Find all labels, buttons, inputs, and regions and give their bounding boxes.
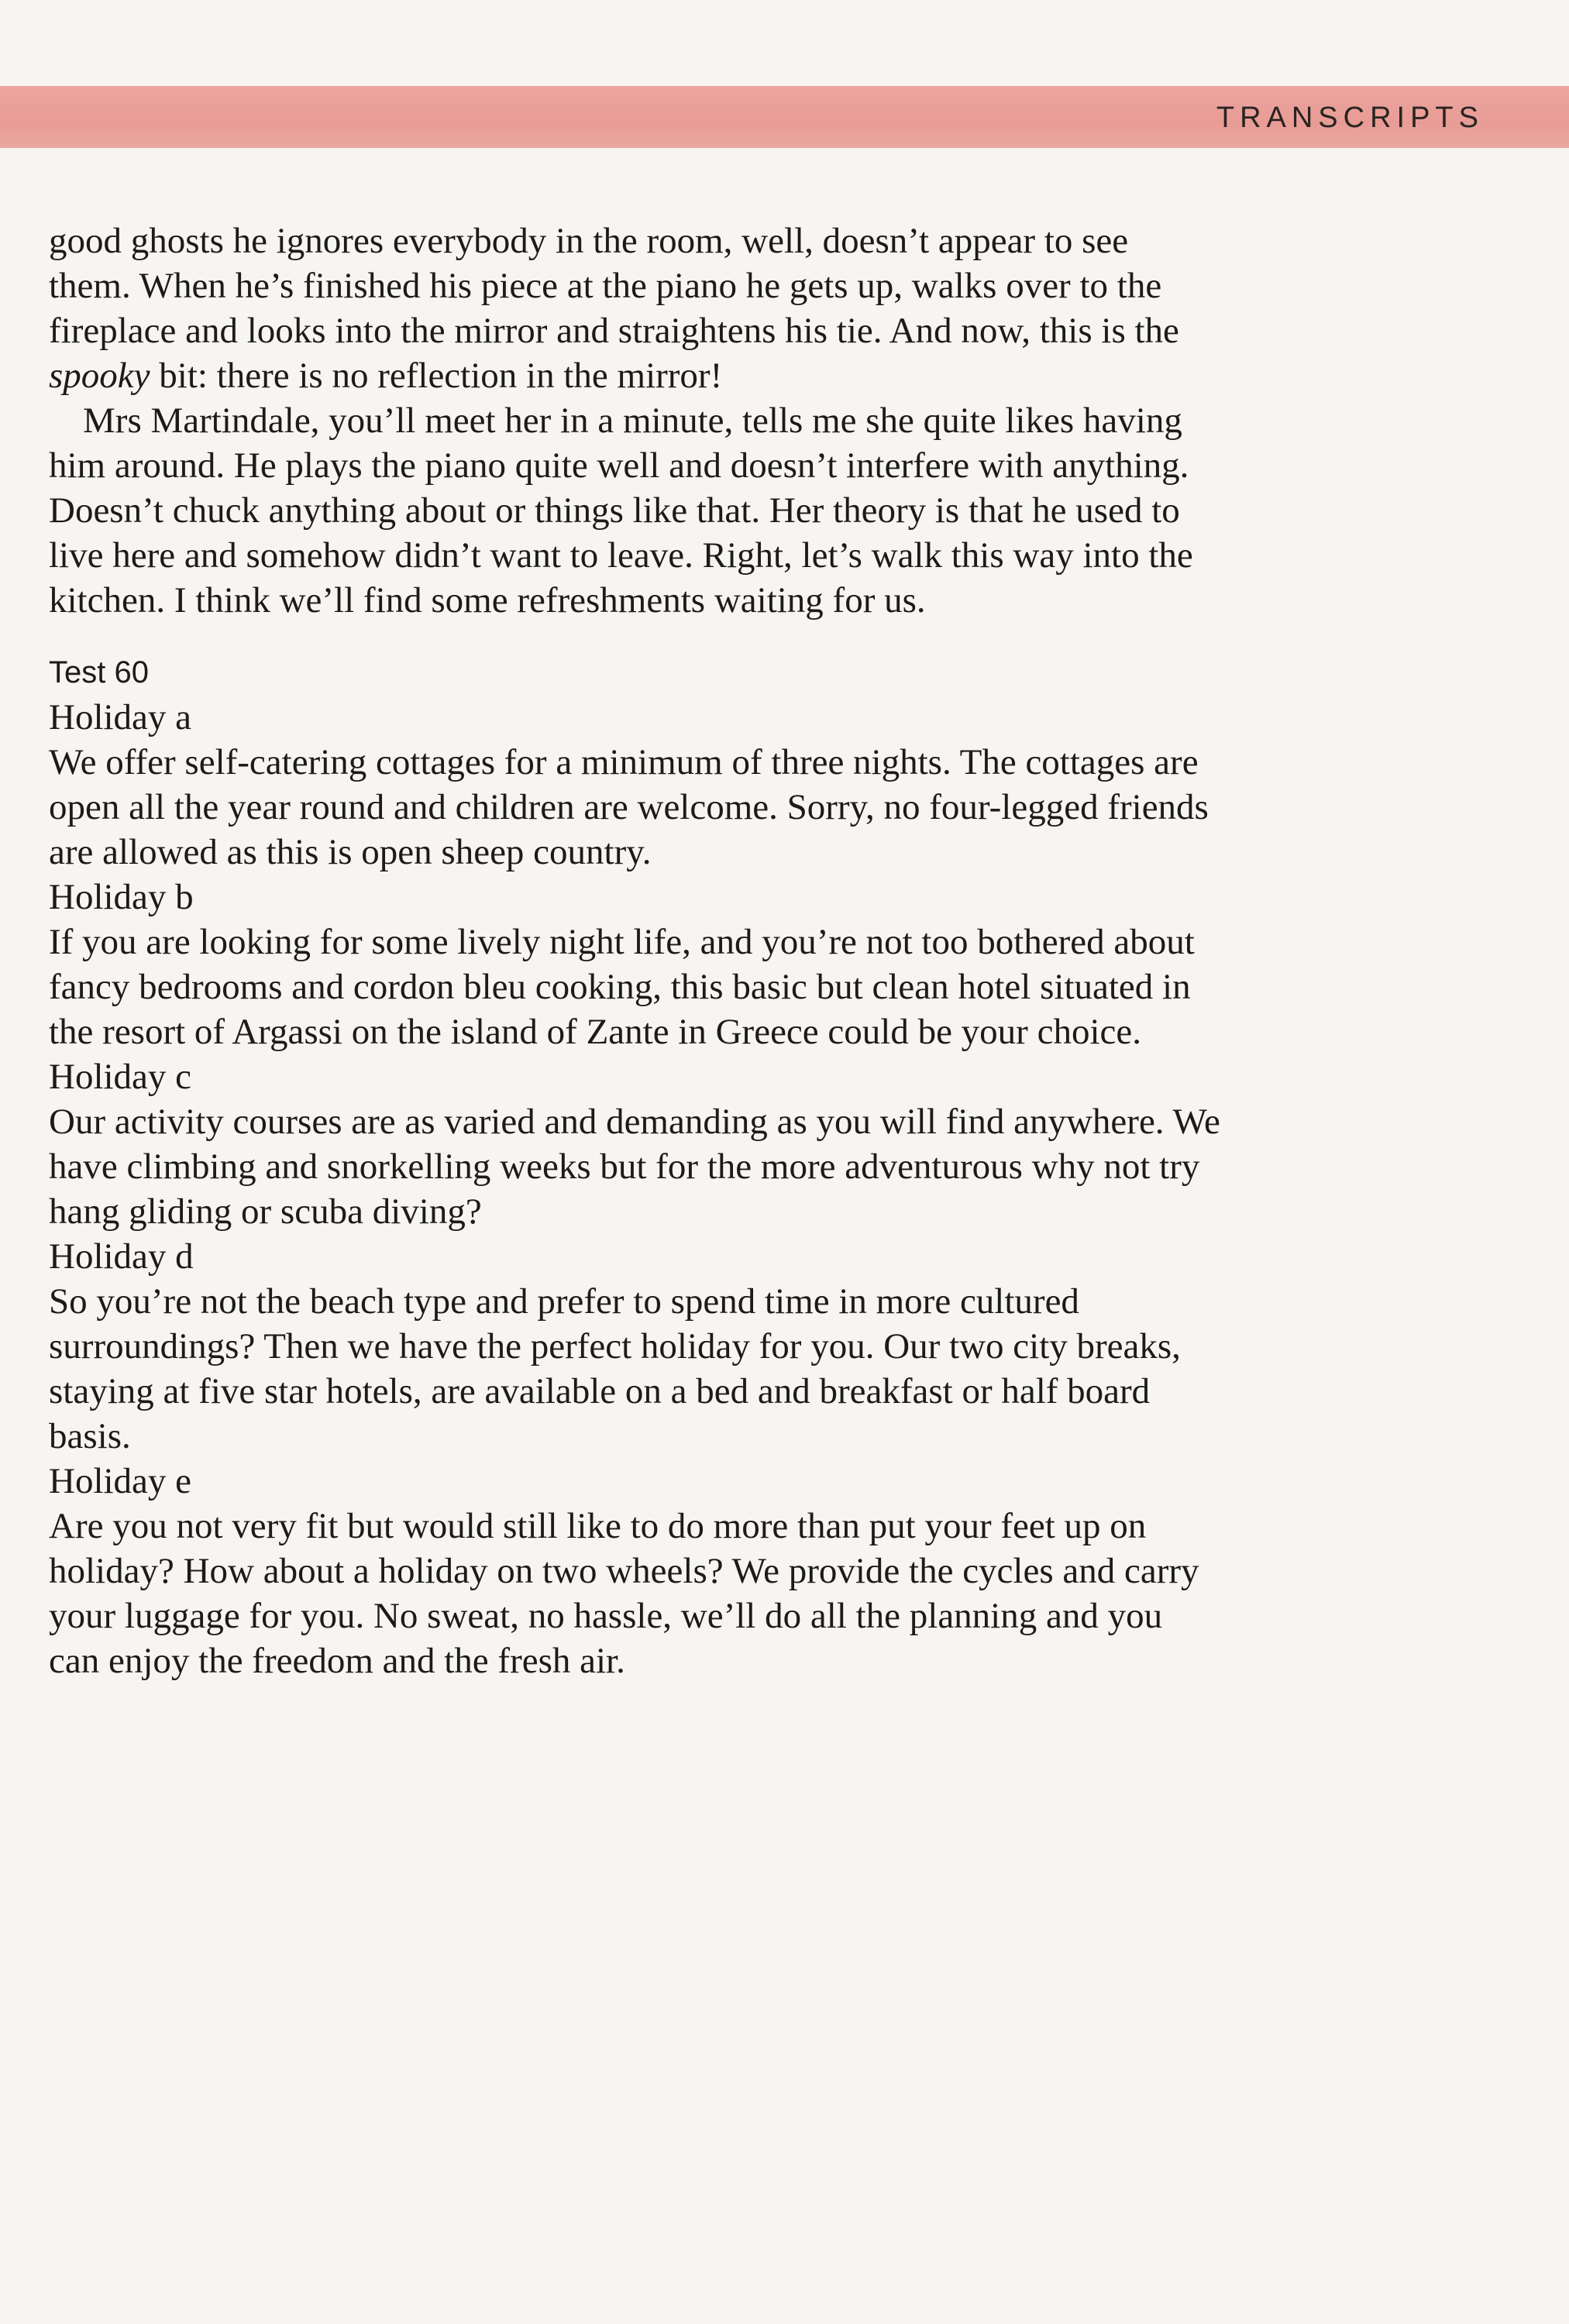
text-line: fancy bedrooms and cordon bleu cooking, this basic but clean hotel situated in [49, 967, 1191, 1007]
text-line: staying at five star hotels, are available on a bed and breakfast or half board [49, 1371, 1151, 1411]
text-line: If you are looking for some lively night life, and you’re not too bothered about [49, 922, 1195, 962]
holiday-section [49, 875, 1521, 1054]
text-line: Our activity courses are as varied and demanding as you will find anywhere. We [49, 1102, 1220, 1142]
holiday-list [49, 695, 1521, 1683]
holiday-section [49, 1234, 1521, 1459]
holiday-section [49, 1054, 1521, 1234]
text-line: good ghosts he ignores everybody in the room, well, doesn’t appear to see [49, 221, 1129, 261]
text-line [49, 353, 1521, 398]
section-title: TRANSCRIPTS [1216, 101, 1484, 134]
text-line: So you’re not the beach type and prefer to spend time in more cultured [49, 1281, 1079, 1322]
intro-paragraph-1 [49, 218, 1521, 398]
text-line: live here and somehow didn’t want to leave. Right, let’s walk this way into the [49, 535, 1193, 576]
holiday-section [49, 695, 1521, 875]
text-line: surroundings? Then we have the perfect holiday for you. Our two city breaks, [49, 1326, 1181, 1367]
text-line: them. When he’s finished his piece at the piano he gets up, walks over to the [49, 266, 1162, 306]
text-line: holiday? How about a holiday on two wheels? We provide the cycles and carry [49, 1551, 1199, 1591]
holiday-label: Holiday e [49, 1461, 192, 1501]
text-line: Are you not very fit but would still like to do more than put your feet up on [49, 1506, 1147, 1546]
text-line: Doesn’t chuck anything about or things like that. Her theory is that he used to [49, 490, 1180, 531]
text-span: bit: there is no reflection in the mirror! [150, 356, 723, 396]
transcript-body [49, 218, 1521, 1683]
header-band [0, 86, 1569, 148]
text-line: basis. [49, 1416, 131, 1456]
text-line: fireplace and looks into the mirror and straightens his tie. And now, this is the [49, 311, 1179, 351]
holiday-section [49, 1459, 1521, 1683]
text-line: him around. He plays the piano quite well and doesn’t interfere with anything. [49, 445, 1189, 486]
holiday-label: Holiday c [49, 1057, 192, 1097]
text-line: are allowed as this is open sheep country. [49, 832, 652, 872]
holiday-label: Holiday d [49, 1236, 194, 1277]
text-line: can enjoy the freedom and the fresh air. [49, 1641, 625, 1681]
holiday-label: Holiday b [49, 877, 194, 917]
text-line: Mrs Martindale, you’ll meet her in a minute, tells me she quite likes having [83, 401, 1182, 441]
text-line: the resort of Argassi on the island of Zante in Greece could be your choice. [49, 1012, 1141, 1052]
text-line: kitchen. I think we’ll find some refreshments waiting for us. [49, 580, 926, 621]
intro-paragraph-2 [49, 398, 1521, 623]
text-line: your luggage for you. No sweat, no hassle, we’ll do all the planning and you [49, 1596, 1163, 1636]
test-heading: Test 60 [49, 655, 149, 689]
text-line: hang gliding or scuba diving? [49, 1191, 482, 1232]
italic-word: spooky [49, 356, 150, 396]
holiday-label: Holiday a [49, 697, 192, 737]
text-line: have climbing and snorkelling weeks but for the more adventurous why not try [49, 1147, 1200, 1187]
text-line: open all the year round and children are welcome. Sorry, no four-legged friends [49, 787, 1209, 827]
text-line: We offer self-catering cottages for a minimum of three nights. The cottages are [49, 742, 1199, 782]
